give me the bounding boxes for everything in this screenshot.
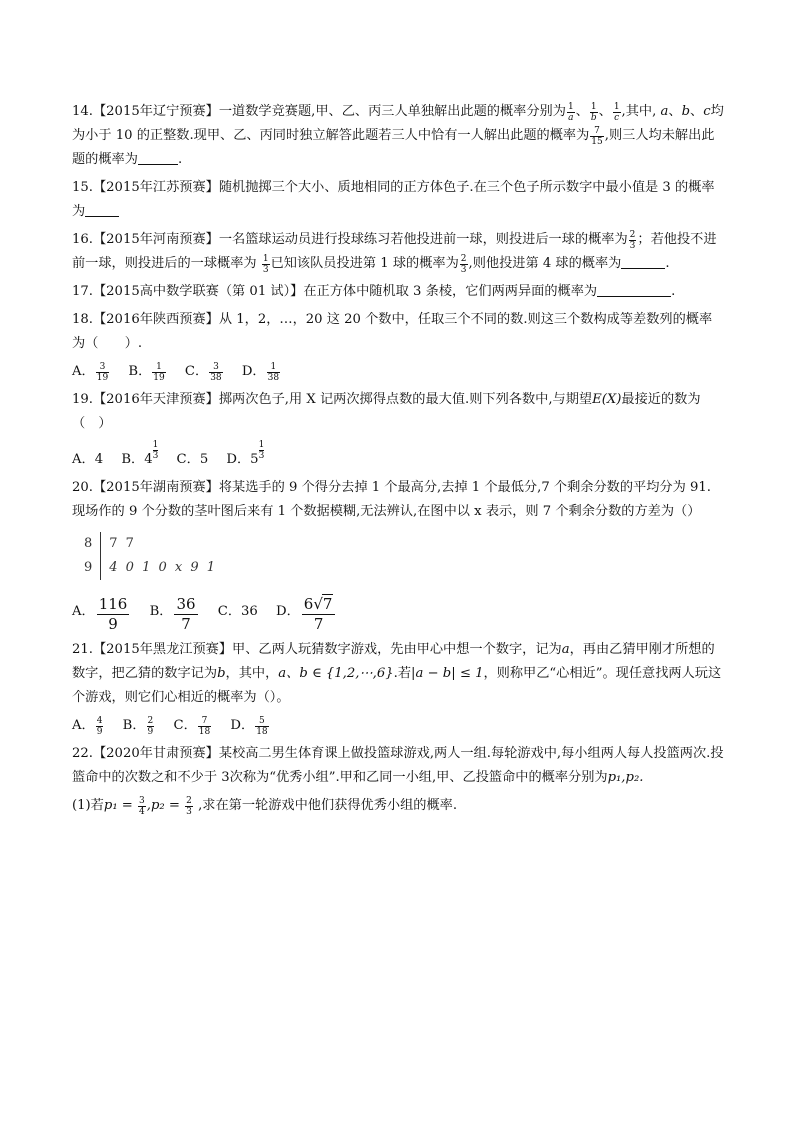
option-label: D．	[241, 364, 266, 379]
question-text: ，其中，	[225, 665, 279, 681]
question-18	[72, 308, 724, 356]
leaves-column	[101, 532, 217, 580]
denominator: 9	[108, 614, 118, 633]
answer-blank[interactable]	[85, 202, 119, 217]
option-label: D．	[230, 717, 255, 733]
numerator: 36	[176, 594, 196, 613]
numerator: 1	[262, 253, 269, 264]
question-text: 一名篮球运动员进行投球练习若他投进前一球，则投进后一球的概率为	[218, 232, 628, 247]
option-label: A．	[72, 451, 95, 467]
question-text: 掷两次色子,用 X 记两次掷得点数的最大值.则下列各数中,与期望	[218, 392, 593, 407]
question-number: 17.	[72, 284, 93, 299]
fraction	[152, 362, 165, 383]
question-text: 从 1，2，…，20 这 20 个数中，任取三个不同的数.则这三个数构成等差数列的概率为（ ）.	[72, 312, 713, 351]
separator: 、	[668, 104, 682, 119]
denominator: 19	[153, 372, 165, 383]
option-label: B．	[128, 364, 152, 379]
option-value: 36	[241, 604, 258, 620]
question-text: ,则三人均未解出此题的概率为	[72, 128, 715, 167]
question-text: .若	[393, 665, 412, 681]
option-label: B．	[149, 604, 173, 620]
variable: p₁ =	[103, 797, 138, 813]
numerator: 3	[139, 795, 145, 806]
option-c[interactable]	[173, 715, 212, 737]
option-value: 5	[199, 451, 209, 467]
fraction	[567, 102, 575, 123]
denominator: 3	[152, 451, 159, 461]
leaves: 4 0 1 0 x 9 1	[109, 559, 218, 575]
option-a[interactable]	[72, 452, 103, 467]
denominator: a	[568, 112, 574, 123]
option-label: C．	[176, 451, 200, 467]
option-label: C．	[184, 364, 209, 379]
fraction	[96, 716, 104, 737]
question-21	[72, 638, 724, 710]
option-d[interactable]	[241, 361, 281, 383]
option-c[interactable]	[218, 604, 258, 619]
question-text: ，则称甲乙“心相近”。现任意找两人玩这个游戏，则它们心相近的概率为（）。	[72, 665, 722, 705]
denominator: 15	[591, 136, 603, 147]
options-20	[72, 594, 724, 634]
question-source-tag: 【2015年河南预赛】	[92, 232, 219, 247]
question-text: ；若他投不进前一球，则投进后的一球概率为	[72, 232, 717, 271]
set-expr: a、b ∈ {1,2,⋯,6}	[278, 665, 394, 681]
denominator: 38	[210, 372, 222, 383]
question-15	[72, 176, 724, 224]
variable: b	[217, 665, 226, 681]
question-text: 甲、乙两人玩猜数字游戏，先由甲心中想一个数字，记为	[232, 641, 562, 657]
denominator: c	[614, 112, 620, 123]
question-number: 16.	[72, 232, 93, 247]
coefficient: 6	[303, 594, 314, 613]
numerator: 5	[255, 716, 268, 727]
question-source-tag: 【2015年湖南预赛】	[92, 479, 219, 495]
question-number: 14.	[72, 104, 93, 119]
question-text: 随机抛掷三个大小、质地相同的正方体色子.在三个色子所示数字中最小值是 3 的概率为	[72, 180, 715, 219]
question-number: 22.	[72, 745, 93, 761]
denominator: 9	[96, 726, 103, 737]
numerator: 1	[613, 101, 620, 112]
denominator: 3	[258, 451, 265, 461]
fraction	[262, 254, 270, 275]
question-number: 21.	[72, 641, 93, 657]
fraction	[138, 796, 146, 817]
leaves: 7 7	[109, 535, 136, 551]
option-label: A．	[72, 604, 95, 620]
fraction	[590, 126, 603, 147]
option-d[interactable]	[226, 440, 265, 467]
numerator: 4	[96, 715, 103, 726]
variable: a	[561, 641, 570, 657]
variable: a	[660, 104, 669, 119]
denominator: 18	[198, 726, 211, 737]
numerator: 1	[267, 362, 280, 373]
fraction	[255, 716, 268, 737]
question-text: 一道数学竞赛题,甲、乙、丙三人单独解出此题的概率分别为	[218, 104, 566, 119]
probability-vars: p₁,p₂.	[607, 769, 644, 785]
fraction	[147, 716, 155, 737]
answer-blank[interactable]	[597, 282, 671, 297]
question-text: 已知该队员投进第 1 球的概率为	[270, 256, 459, 271]
option-label: D．	[276, 604, 300, 620]
options-19	[72, 440, 724, 472]
separator: 、	[575, 104, 589, 119]
numerator: 7	[198, 716, 211, 727]
question-19	[72, 388, 724, 436]
numerator: 1	[152, 440, 159, 450]
punctuation: .	[665, 256, 670, 271]
stem: 9	[84, 559, 93, 575]
question-20	[72, 476, 724, 524]
denominator: 3	[460, 264, 467, 275]
question-text: 在正方体中随机取 3 条棱，它们两两异面的概率为	[303, 284, 598, 299]
question-number: 20.	[72, 479, 93, 495]
fraction	[96, 362, 109, 383]
stem-leaf-plot	[84, 532, 724, 580]
question-source-tag: 【2015年黑龙江预赛】	[92, 641, 233, 657]
question-number: 19.	[72, 392, 93, 407]
fraction	[174, 595, 197, 634]
question-source-tag: 【2016年陕西预赛】	[92, 312, 219, 327]
fraction	[460, 254, 468, 275]
whole-part: 5	[250, 451, 259, 467]
fraction	[613, 102, 621, 123]
punctuation: .	[671, 284, 676, 299]
question-text: ,其中,	[621, 104, 661, 119]
option-b[interactable]	[122, 715, 156, 737]
denominator: 38	[267, 372, 280, 383]
options-21	[72, 714, 724, 738]
denominator: 3	[262, 264, 269, 275]
option-b[interactable]	[121, 440, 159, 467]
option-value: 4	[94, 451, 104, 467]
answer-blank[interactable]	[138, 150, 178, 165]
question-22-part-1	[72, 794, 724, 818]
numerator: 2	[629, 229, 636, 240]
option-label: A．	[72, 364, 95, 379]
option-a[interactable]	[72, 361, 110, 383]
fraction	[198, 716, 211, 737]
denominator: 4	[139, 806, 145, 817]
question-text: ,则他投进第 4 球的概率为	[468, 256, 622, 271]
sub-question-label: (1)若	[72, 797, 104, 813]
mixed-number	[250, 440, 264, 472]
numerator: 3	[209, 362, 222, 373]
fraction	[97, 595, 130, 634]
option-c[interactable]	[184, 361, 224, 383]
numerator: 3	[96, 362, 109, 373]
stem: 8	[84, 535, 93, 551]
question-text: 最接近的数为（ ）	[72, 392, 701, 431]
radicand: 7	[322, 594, 333, 613]
option-b[interactable]	[128, 361, 166, 383]
numerator: 116	[98, 594, 128, 613]
options-18	[72, 360, 724, 384]
option-d[interactable]	[230, 715, 269, 737]
exam-page	[72, 100, 724, 822]
option-label: D．	[226, 451, 251, 467]
denominator: 3	[629, 240, 636, 251]
denominator: 3	[186, 806, 192, 817]
denominator: 7	[181, 614, 191, 633]
question-number: 18.	[72, 312, 93, 327]
expectation-expr: E(X)	[592, 392, 622, 407]
option-d[interactable]	[276, 594, 337, 633]
option-a[interactable]	[72, 594, 131, 633]
mixed-number	[144, 440, 158, 472]
numerator: 7	[590, 126, 603, 137]
fraction	[629, 230, 637, 251]
fraction	[590, 102, 598, 123]
variable: b	[681, 104, 691, 119]
denominator: 7	[313, 614, 324, 633]
question-text: 将某选手的 9 个得分去掉 1 个最高分,去掉 1 个最低分,7 个剩余分数的平均分为 91.现场作的 9 个分数的茎叶图后来有 1 个数据模糊,无法辨认,在图中以 x 表示，则 7 个剩余分数的方差为（）	[72, 479, 711, 519]
stems-column	[84, 532, 101, 580]
numerator: 2	[147, 715, 154, 726]
separator: 、	[598, 104, 612, 119]
question-text: ，再由乙猜甲刚才所想的数字，把乙猜的数字记为	[72, 641, 715, 681]
denominator: 19	[96, 372, 109, 383]
option-label: B．	[122, 717, 146, 733]
variable: ,p₂ =	[146, 797, 185, 813]
inequality-expr: |a − b| ≤ 1	[411, 665, 484, 681]
answer-blank[interactable]	[621, 254, 665, 269]
whole-part: 4	[144, 451, 153, 467]
question-17	[72, 280, 724, 304]
numerator: 1	[590, 101, 597, 112]
numerator: 2	[460, 253, 467, 264]
option-b[interactable]	[149, 594, 200, 633]
numerator: 1	[567, 101, 574, 112]
numerator: 1	[152, 362, 165, 373]
sqrt-symbol: √	[313, 594, 323, 613]
question-22	[72, 742, 724, 790]
question-number: 15.	[72, 180, 93, 195]
numerator	[302, 594, 336, 615]
separator: 、	[690, 104, 704, 119]
question-source-tag: 【2016年天津预赛】	[92, 392, 219, 407]
question-source-tag: 【2020年甘肃预赛】	[92, 745, 219, 761]
option-label: A．	[72, 717, 95, 733]
option-label: C．	[173, 717, 197, 733]
variable: c	[703, 104, 711, 119]
fraction	[302, 594, 336, 634]
question-14	[72, 100, 724, 172]
denominator: 9	[147, 726, 154, 737]
denominator: b	[590, 112, 597, 123]
numerator: 1	[258, 440, 265, 450]
punctuation: .	[177, 152, 183, 167]
question-text: 均为小于 10 的正整数.现甲、乙、丙同时独立解答此题若三人中恰有一人解出此题的概率为	[72, 104, 724, 143]
denominator: 18	[256, 726, 268, 737]
option-label: C．	[217, 604, 242, 620]
option-label: B．	[121, 451, 145, 467]
question-16	[72, 228, 724, 276]
question-text: ,求在第一轮游戏中他们获得优秀小组的概率.	[193, 797, 458, 813]
fraction	[209, 362, 222, 383]
option-a[interactable]	[72, 715, 104, 737]
option-c[interactable]	[177, 452, 209, 467]
question-source-tag: 【2015年辽宁预赛】	[92, 104, 219, 119]
numerator: 2	[186, 795, 192, 806]
fraction	[267, 362, 280, 383]
question-text: 某校高二男生体育课上做投篮球游戏,两人一组.每轮游戏中,每小组两人每人投篮两次.投篮命中的次数之和不少于 3次称为“优秀小组”.甲和乙同一小组,甲、乙投篮命中的概率分别为	[72, 745, 724, 785]
question-source-tag: 【2015年江苏预赛】	[92, 180, 219, 195]
fraction	[185, 796, 193, 817]
question-source-tag: 【2015高中数学联赛（第 01 试）】	[92, 284, 304, 299]
